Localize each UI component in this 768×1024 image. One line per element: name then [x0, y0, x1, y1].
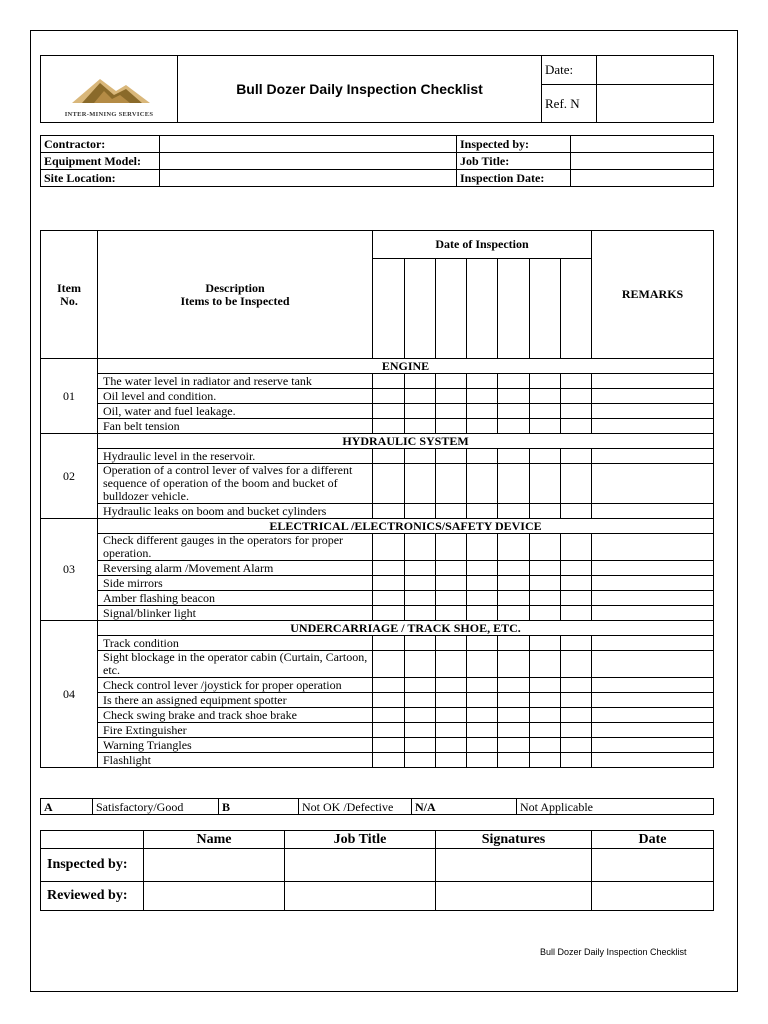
table-row — [41, 561, 714, 576]
table-row — [41, 591, 714, 606]
document-header — [40, 55, 714, 123]
table-row — [41, 651, 714, 678]
check-cell[interactable] — [436, 636, 467, 651]
sig-corner — [41, 831, 144, 849]
site-location-field[interactable] — [160, 170, 457, 187]
item-description: Amber flashing beacon — [98, 591, 373, 606]
check-cell[interactable] — [530, 708, 561, 723]
check-cell[interactable] — [405, 561, 436, 576]
check-cell[interactable] — [436, 374, 467, 389]
check-cell[interactable] — [373, 389, 405, 404]
check-cell[interactable] — [498, 404, 530, 419]
table-row — [41, 753, 714, 768]
check-cell[interactable] — [436, 561, 467, 576]
check-cell[interactable] — [436, 464, 467, 504]
check-cell[interactable] — [467, 753, 498, 768]
check-cell[interactable] — [561, 636, 592, 651]
section-row — [41, 621, 714, 636]
check-cell[interactable] — [405, 389, 436, 404]
sig-inspected-by-label: Inspected by: — [41, 849, 144, 882]
check-cell[interactable] — [498, 534, 530, 561]
check-cell[interactable] — [561, 419, 592, 434]
check-cell[interactable] — [436, 738, 467, 753]
table-row — [41, 449, 714, 464]
check-cell[interactable] — [436, 591, 467, 606]
check-cell[interactable] — [498, 419, 530, 434]
table-row — [41, 693, 714, 708]
footer-text: Bull Dozer Daily Inspection Checklist — [540, 947, 687, 957]
item-no-header: Item No. — [41, 231, 98, 359]
check-cell[interactable] — [405, 534, 436, 561]
check-cell[interactable] — [561, 606, 592, 621]
check-cell[interactable] — [405, 678, 436, 693]
remarks-cell[interactable] — [592, 576, 714, 591]
check-cell[interactable] — [436, 723, 467, 738]
item-number: 03 — [41, 519, 98, 621]
check-cell[interactable] — [530, 449, 561, 464]
sig-reviewed-by-label: Reviewed by: — [41, 882, 144, 911]
table-row — [41, 534, 714, 561]
inspected-by-field[interactable] — [571, 136, 714, 153]
check-cell[interactable] — [498, 708, 530, 723]
item-description: Is there an assigned equipment spotter — [98, 693, 373, 708]
check-cell[interactable] — [561, 651, 592, 678]
sig-job-title-header: Job Title — [285, 831, 436, 849]
remarks-cell[interactable] — [592, 419, 714, 434]
check-cell[interactable] — [561, 534, 592, 561]
check-cell[interactable] — [405, 419, 436, 434]
check-cell[interactable] — [561, 678, 592, 693]
date-column-6[interactable] — [530, 259, 561, 359]
item-description: Warning Triangles — [98, 738, 373, 753]
check-cell[interactable] — [373, 504, 405, 519]
item-number: 01 — [41, 359, 98, 434]
check-cell[interactable] — [436, 534, 467, 561]
check-cell[interactable] — [373, 693, 405, 708]
check-cell[interactable] — [561, 389, 592, 404]
remarks-cell[interactable] — [592, 738, 714, 753]
item-description: Fan belt tension — [98, 419, 373, 434]
check-cell[interactable] — [373, 561, 405, 576]
check-cell[interactable] — [530, 738, 561, 753]
check-cell[interactable] — [373, 419, 405, 434]
section-row — [41, 434, 714, 449]
sig-reviewed-name-field[interactable] — [144, 882, 285, 911]
check-cell[interactable] — [561, 561, 592, 576]
item-description: Track condition — [98, 636, 373, 651]
check-cell[interactable] — [561, 708, 592, 723]
check-cell[interactable] — [498, 678, 530, 693]
check-cell[interactable] — [373, 591, 405, 606]
company-name: INTER-MINING SERVICES — [64, 110, 154, 118]
date-column-2[interactable] — [405, 259, 436, 359]
date-column-4[interactable] — [467, 259, 498, 359]
table-row — [41, 738, 714, 753]
remarks-cell[interactable] — [592, 534, 714, 561]
check-cell[interactable] — [467, 738, 498, 753]
page-title: Bull Dozer Daily Inspection Checklist — [178, 56, 542, 123]
check-cell[interactable] — [373, 678, 405, 693]
check-cell[interactable] — [436, 693, 467, 708]
check-cell[interactable] — [436, 419, 467, 434]
check-cell[interactable] — [405, 606, 436, 621]
check-cell[interactable] — [561, 591, 592, 606]
check-cell[interactable] — [405, 374, 436, 389]
check-cell[interactable] — [467, 464, 498, 504]
check-cell[interactable] — [467, 404, 498, 419]
job-title-label: Job Title: — [457, 153, 571, 170]
check-cell[interactable] — [530, 651, 561, 678]
check-cell[interactable] — [467, 693, 498, 708]
item-number: 04 — [41, 621, 98, 768]
item-description: Hydraulic level in the reservoir. — [98, 449, 373, 464]
remarks-cell[interactable] — [592, 678, 714, 693]
table-row — [41, 708, 714, 723]
check-cell[interactable] — [530, 693, 561, 708]
check-cell[interactable] — [530, 504, 561, 519]
table-row — [41, 374, 714, 389]
remarks-header: REMARKS — [592, 231, 714, 359]
ref-field[interactable] — [597, 85, 714, 123]
check-cell[interactable] — [530, 561, 561, 576]
section-title: UNDERCARRIAGE / TRACK SHOE, ETC. — [98, 621, 714, 636]
sig-date-header: Date — [592, 831, 714, 849]
legend-b-code: B — [219, 799, 299, 815]
check-cell[interactable] — [467, 504, 498, 519]
check-cell[interactable] — [498, 753, 530, 768]
signature-table — [40, 830, 714, 911]
sig-inspected-job-field[interactable] — [285, 849, 436, 882]
sig-inspected-name-field[interactable] — [144, 849, 285, 882]
company-logo — [41, 56, 178, 123]
sig-inspected-signature-field[interactable] — [436, 849, 592, 882]
inspection-date-label: Inspection Date: — [457, 170, 571, 187]
check-cell[interactable] — [436, 389, 467, 404]
check-cell[interactable] — [373, 606, 405, 621]
remarks-cell[interactable] — [592, 561, 714, 576]
table-row — [41, 576, 714, 591]
check-cell[interactable] — [373, 636, 405, 651]
item-description: The water level in radiator and reserve tank — [98, 374, 373, 389]
check-cell[interactable] — [498, 504, 530, 519]
remarks-cell[interactable] — [592, 464, 714, 504]
check-cell[interactable] — [405, 753, 436, 768]
check-cell[interactable] — [530, 374, 561, 389]
equipment-model-label: Equipment Model: — [41, 153, 160, 170]
legend-b-text: Not OK /Defective — [299, 799, 412, 815]
section-title: HYDRAULIC SYSTEM — [98, 434, 714, 449]
check-cell[interactable] — [467, 606, 498, 621]
item-description: Operation of a control lever of valves for a different sequence of operation of the boom and bucket of bulldozer vehicle. — [98, 464, 373, 504]
item-description: Oil, water and fuel leakage. — [98, 404, 373, 419]
legend-na-code: N/A — [412, 799, 517, 815]
legend-a-text: Satisfactory/Good — [93, 799, 219, 815]
remarks-cell[interactable] — [592, 753, 714, 768]
date-column-7[interactable] — [561, 259, 592, 359]
check-cell[interactable] — [467, 534, 498, 561]
inspection-date-field[interactable] — [571, 170, 714, 187]
table-row — [41, 678, 714, 693]
check-cell[interactable] — [436, 404, 467, 419]
item-description: Check swing brake and track shoe brake — [98, 708, 373, 723]
legend-table — [40, 798, 714, 815]
table-row — [41, 464, 714, 504]
table-row — [41, 389, 714, 404]
check-cell[interactable] — [561, 753, 592, 768]
check-cell[interactable] — [498, 389, 530, 404]
check-cell[interactable] — [498, 449, 530, 464]
check-cell[interactable] — [530, 404, 561, 419]
item-number: 02 — [41, 434, 98, 519]
section-row — [41, 359, 714, 374]
check-cell[interactable] — [498, 606, 530, 621]
check-cell[interactable] — [467, 723, 498, 738]
table-row — [41, 404, 714, 419]
date-column-1[interactable] — [373, 259, 405, 359]
sig-signatures-header: Signatures — [436, 831, 592, 849]
check-cell[interactable] — [373, 708, 405, 723]
check-cell[interactable] — [561, 723, 592, 738]
job-title-field[interactable] — [571, 153, 714, 170]
check-cell[interactable] — [530, 606, 561, 621]
check-cell[interactable] — [373, 738, 405, 753]
check-cell[interactable] — [498, 651, 530, 678]
check-cell[interactable] — [405, 693, 436, 708]
check-cell[interactable] — [436, 606, 467, 621]
check-cell[interactable] — [561, 693, 592, 708]
item-description: Check different gauges in the operators for proper operation. — [98, 534, 373, 561]
check-cell[interactable] — [373, 723, 405, 738]
table-row — [41, 419, 714, 434]
mountain-logo-icon — [42, 71, 177, 109]
check-cell[interactable] — [405, 576, 436, 591]
check-cell[interactable] — [498, 636, 530, 651]
check-cell[interactable] — [405, 449, 436, 464]
check-cell[interactable] — [373, 374, 405, 389]
item-description: Reversing alarm /Movement Alarm — [98, 561, 373, 576]
check-cell[interactable] — [498, 591, 530, 606]
remarks-cell[interactable] — [592, 708, 714, 723]
legend-a-code: A — [41, 799, 93, 815]
site-location-label: Site Location: — [41, 170, 160, 187]
table-row — [41, 723, 714, 738]
check-cell[interactable] — [467, 419, 498, 434]
check-cell[interactable] — [498, 576, 530, 591]
table-row — [41, 504, 714, 519]
check-cell[interactable] — [436, 708, 467, 723]
check-cell[interactable] — [498, 738, 530, 753]
check-cell[interactable] — [373, 449, 405, 464]
remarks-cell[interactable] — [592, 374, 714, 389]
check-cell[interactable] — [561, 464, 592, 504]
check-cell[interactable] — [436, 449, 467, 464]
check-cell[interactable] — [561, 504, 592, 519]
check-cell[interactable] — [405, 738, 436, 753]
contractor-label: Contractor: — [41, 136, 160, 153]
check-cell[interactable] — [467, 374, 498, 389]
check-cell[interactable] — [561, 738, 592, 753]
check-cell[interactable] — [436, 753, 467, 768]
check-cell[interactable] — [467, 708, 498, 723]
check-cell[interactable] — [561, 404, 592, 419]
check-cell[interactable] — [530, 389, 561, 404]
check-cell[interactable] — [561, 449, 592, 464]
check-cell[interactable] — [530, 534, 561, 561]
remarks-cell[interactable] — [592, 591, 714, 606]
check-cell[interactable] — [467, 591, 498, 606]
check-cell[interactable] — [436, 651, 467, 678]
table-row — [41, 606, 714, 621]
check-cell[interactable] — [373, 464, 405, 504]
check-cell[interactable] — [405, 504, 436, 519]
section-title: ELECTRICAL /ELECTRONICS/SAFETY DEVICE — [98, 519, 714, 534]
item-description: Signal/blinker light — [98, 606, 373, 621]
check-cell[interactable] — [498, 464, 530, 504]
date-field[interactable] — [597, 56, 714, 85]
date-of-inspection-header: Date of Inspection — [373, 231, 592, 259]
sig-reviewed-job-field[interactable] — [285, 882, 436, 911]
date-label: Date: — [542, 56, 597, 85]
check-cell[interactable] — [561, 374, 592, 389]
check-cell[interactable] — [467, 389, 498, 404]
check-cell[interactable] — [405, 404, 436, 419]
check-cell[interactable] — [436, 576, 467, 591]
check-cell[interactable] — [498, 561, 530, 576]
check-cell[interactable] — [405, 464, 436, 504]
check-cell[interactable] — [530, 753, 561, 768]
check-cell[interactable] — [530, 576, 561, 591]
check-cell[interactable] — [373, 576, 405, 591]
remarks-cell[interactable] — [592, 449, 714, 464]
table-row — [41, 636, 714, 651]
check-cell[interactable] — [405, 708, 436, 723]
check-cell[interactable] — [467, 449, 498, 464]
remarks-cell[interactable] — [592, 693, 714, 708]
remarks-cell[interactable] — [592, 404, 714, 419]
check-cell[interactable] — [530, 723, 561, 738]
remarks-cell[interactable] — [592, 606, 714, 621]
check-cell[interactable] — [467, 651, 498, 678]
check-cell[interactable] — [530, 636, 561, 651]
check-cell[interactable] — [373, 404, 405, 419]
inspected-by-label: Inspected by: — [457, 136, 571, 153]
item-description: Side mirrors — [98, 576, 373, 591]
check-cell[interactable] — [530, 419, 561, 434]
item-description: Oil level and condition. — [98, 389, 373, 404]
check-cell[interactable] — [467, 636, 498, 651]
check-cell[interactable] — [498, 374, 530, 389]
legend-na-text: Not Applicable — [517, 799, 714, 815]
remarks-cell[interactable] — [592, 651, 714, 678]
sig-reviewed-signature-field[interactable] — [436, 882, 592, 911]
inspection-table — [40, 230, 714, 768]
item-description: Fire Extinguisher — [98, 723, 373, 738]
contractor-field[interactable] — [160, 136, 457, 153]
check-cell[interactable] — [530, 591, 561, 606]
remarks-cell[interactable] — [592, 389, 714, 404]
check-cell[interactable] — [373, 753, 405, 768]
date-column-3[interactable] — [436, 259, 467, 359]
item-description: Hydraulic leaks on boom and bucket cylinders — [98, 504, 373, 519]
description-header: Description Items to be Inspected — [98, 231, 373, 359]
ref-label: Ref. N — [542, 85, 597, 123]
item-description: Sight blockage in the operator cabin (Curtain, Cartoon, etc. — [98, 651, 373, 678]
check-cell[interactable] — [405, 636, 436, 651]
check-cell[interactable] — [436, 504, 467, 519]
item-description: Flashlight — [98, 753, 373, 768]
section-row — [41, 519, 714, 534]
sig-inspected-date-field[interactable] — [592, 849, 714, 882]
check-cell[interactable] — [436, 678, 467, 693]
sig-name-header: Name — [144, 831, 285, 849]
remarks-cell[interactable] — [592, 636, 714, 651]
check-cell[interactable] — [467, 576, 498, 591]
check-cell[interactable] — [373, 651, 405, 678]
check-cell[interactable] — [467, 678, 498, 693]
check-cell[interactable] — [530, 678, 561, 693]
equipment-model-field[interactable] — [160, 153, 457, 170]
remarks-cell[interactable] — [592, 504, 714, 519]
sig-reviewed-date-field[interactable] — [592, 882, 714, 911]
check-cell[interactable] — [530, 464, 561, 504]
check-cell[interactable] — [405, 651, 436, 678]
check-cell[interactable] — [405, 591, 436, 606]
check-cell[interactable] — [373, 534, 405, 561]
check-cell[interactable] — [498, 693, 530, 708]
check-cell[interactable] — [467, 561, 498, 576]
date-column-5[interactable] — [498, 259, 530, 359]
item-description: Check control lever /joystick for proper operation — [98, 678, 373, 693]
check-cell[interactable] — [405, 723, 436, 738]
info-table — [40, 135, 714, 187]
section-title: ENGINE — [98, 359, 714, 374]
check-cell[interactable] — [561, 576, 592, 591]
remarks-cell[interactable] — [592, 723, 714, 738]
check-cell[interactable] — [498, 723, 530, 738]
